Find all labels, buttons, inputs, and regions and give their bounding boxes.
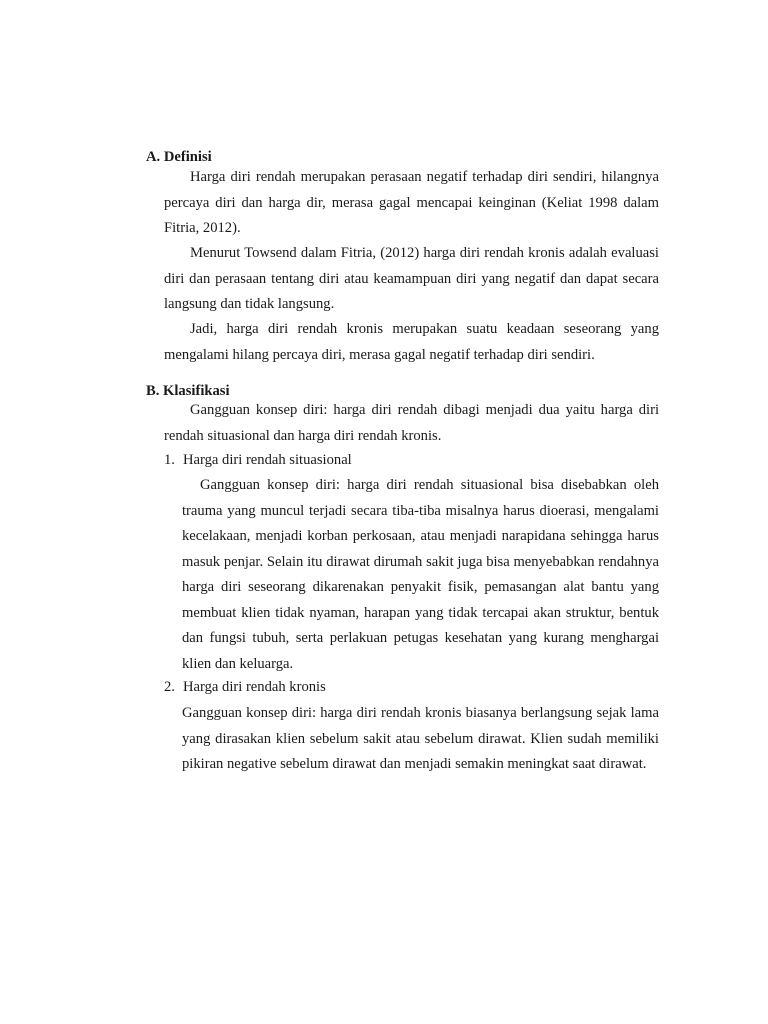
section-a-paragraph-1: Harga diri rendah merupakan perasaan negatif terhadap diri sendiri, hilangnya percaya diri dan harga dir, merasa gagal mencapai keinginan (Keliat 1998 dalam Fitria, 2012). [164,169,659,236]
list-item-2-header [164,679,326,696]
list-item-1-title: Harga diri rendah situasional [183,452,352,468]
list-item-1-header [164,452,352,469]
list-item-2-number: 2. [164,679,175,695]
section-b-intro: Gangguan konsep diri: harga diri rendah dibagi menjadi dua yaitu harga diri rendah situasional dan harga diri rendah kronis. [164,402,659,444]
list-item-1-text: Gangguan konsep diri: harga diri rendah situasional bisa disebabkan oleh trauma yang muncul terjadi secara tiba-tiba misalnya harus dioerasi, mengalami kecelakaan, menjadi korban perkosaan, atau menjadi narapidana sehingga harus masuk penjar. Selain itu dirawat dirumah sakit juga bisa menyebabkan rendahnya harga diri seseorang dikarenakan penyakit fisik, pemasangan alat bantu yang membuat klien tidak nyaman, harapan yang tidak tercapai akan struktur, bentuk dan fungsi tubuh, serta perlakuan petugas kesehatan yang kurang menghargai klien dan keluarga. [182,477,659,672]
section-b-heading: B. Klasifikasi [146,383,230,399]
section-a-paragraph-3: Jadi, harga diri rendah kronis merupakan suatu keadaan seseorang yang mengalami hilang percaya diri, merasa gagal negatif terhadap diri sendiri. [164,321,659,363]
list-item-2-text: Gangguan konsep diri: harga diri rendah kronis biasanya berlangsung sejak lama yang dirasakan klien sebelum sakit atau sebelum dirawat. Klien sudah memiliki pikiran negative sebelum dirawat dan menjadi semakin meningkat saat dirawat. [182,705,659,772]
section-a-heading: A. Definisi [146,149,212,165]
section-a-paragraph-2: Menurut Towsend dalam Fitria, (2012) harga diri rendah kronis adalah evaluasi diri dan perasaan tentang diri atau keamampuan diri yang negatif dan dapat secara langsung dan tidak langsung. [164,245,659,312]
list-item-2-title: Harga diri rendah kronis [183,679,326,695]
list-item-1-number: 1. [164,452,175,468]
